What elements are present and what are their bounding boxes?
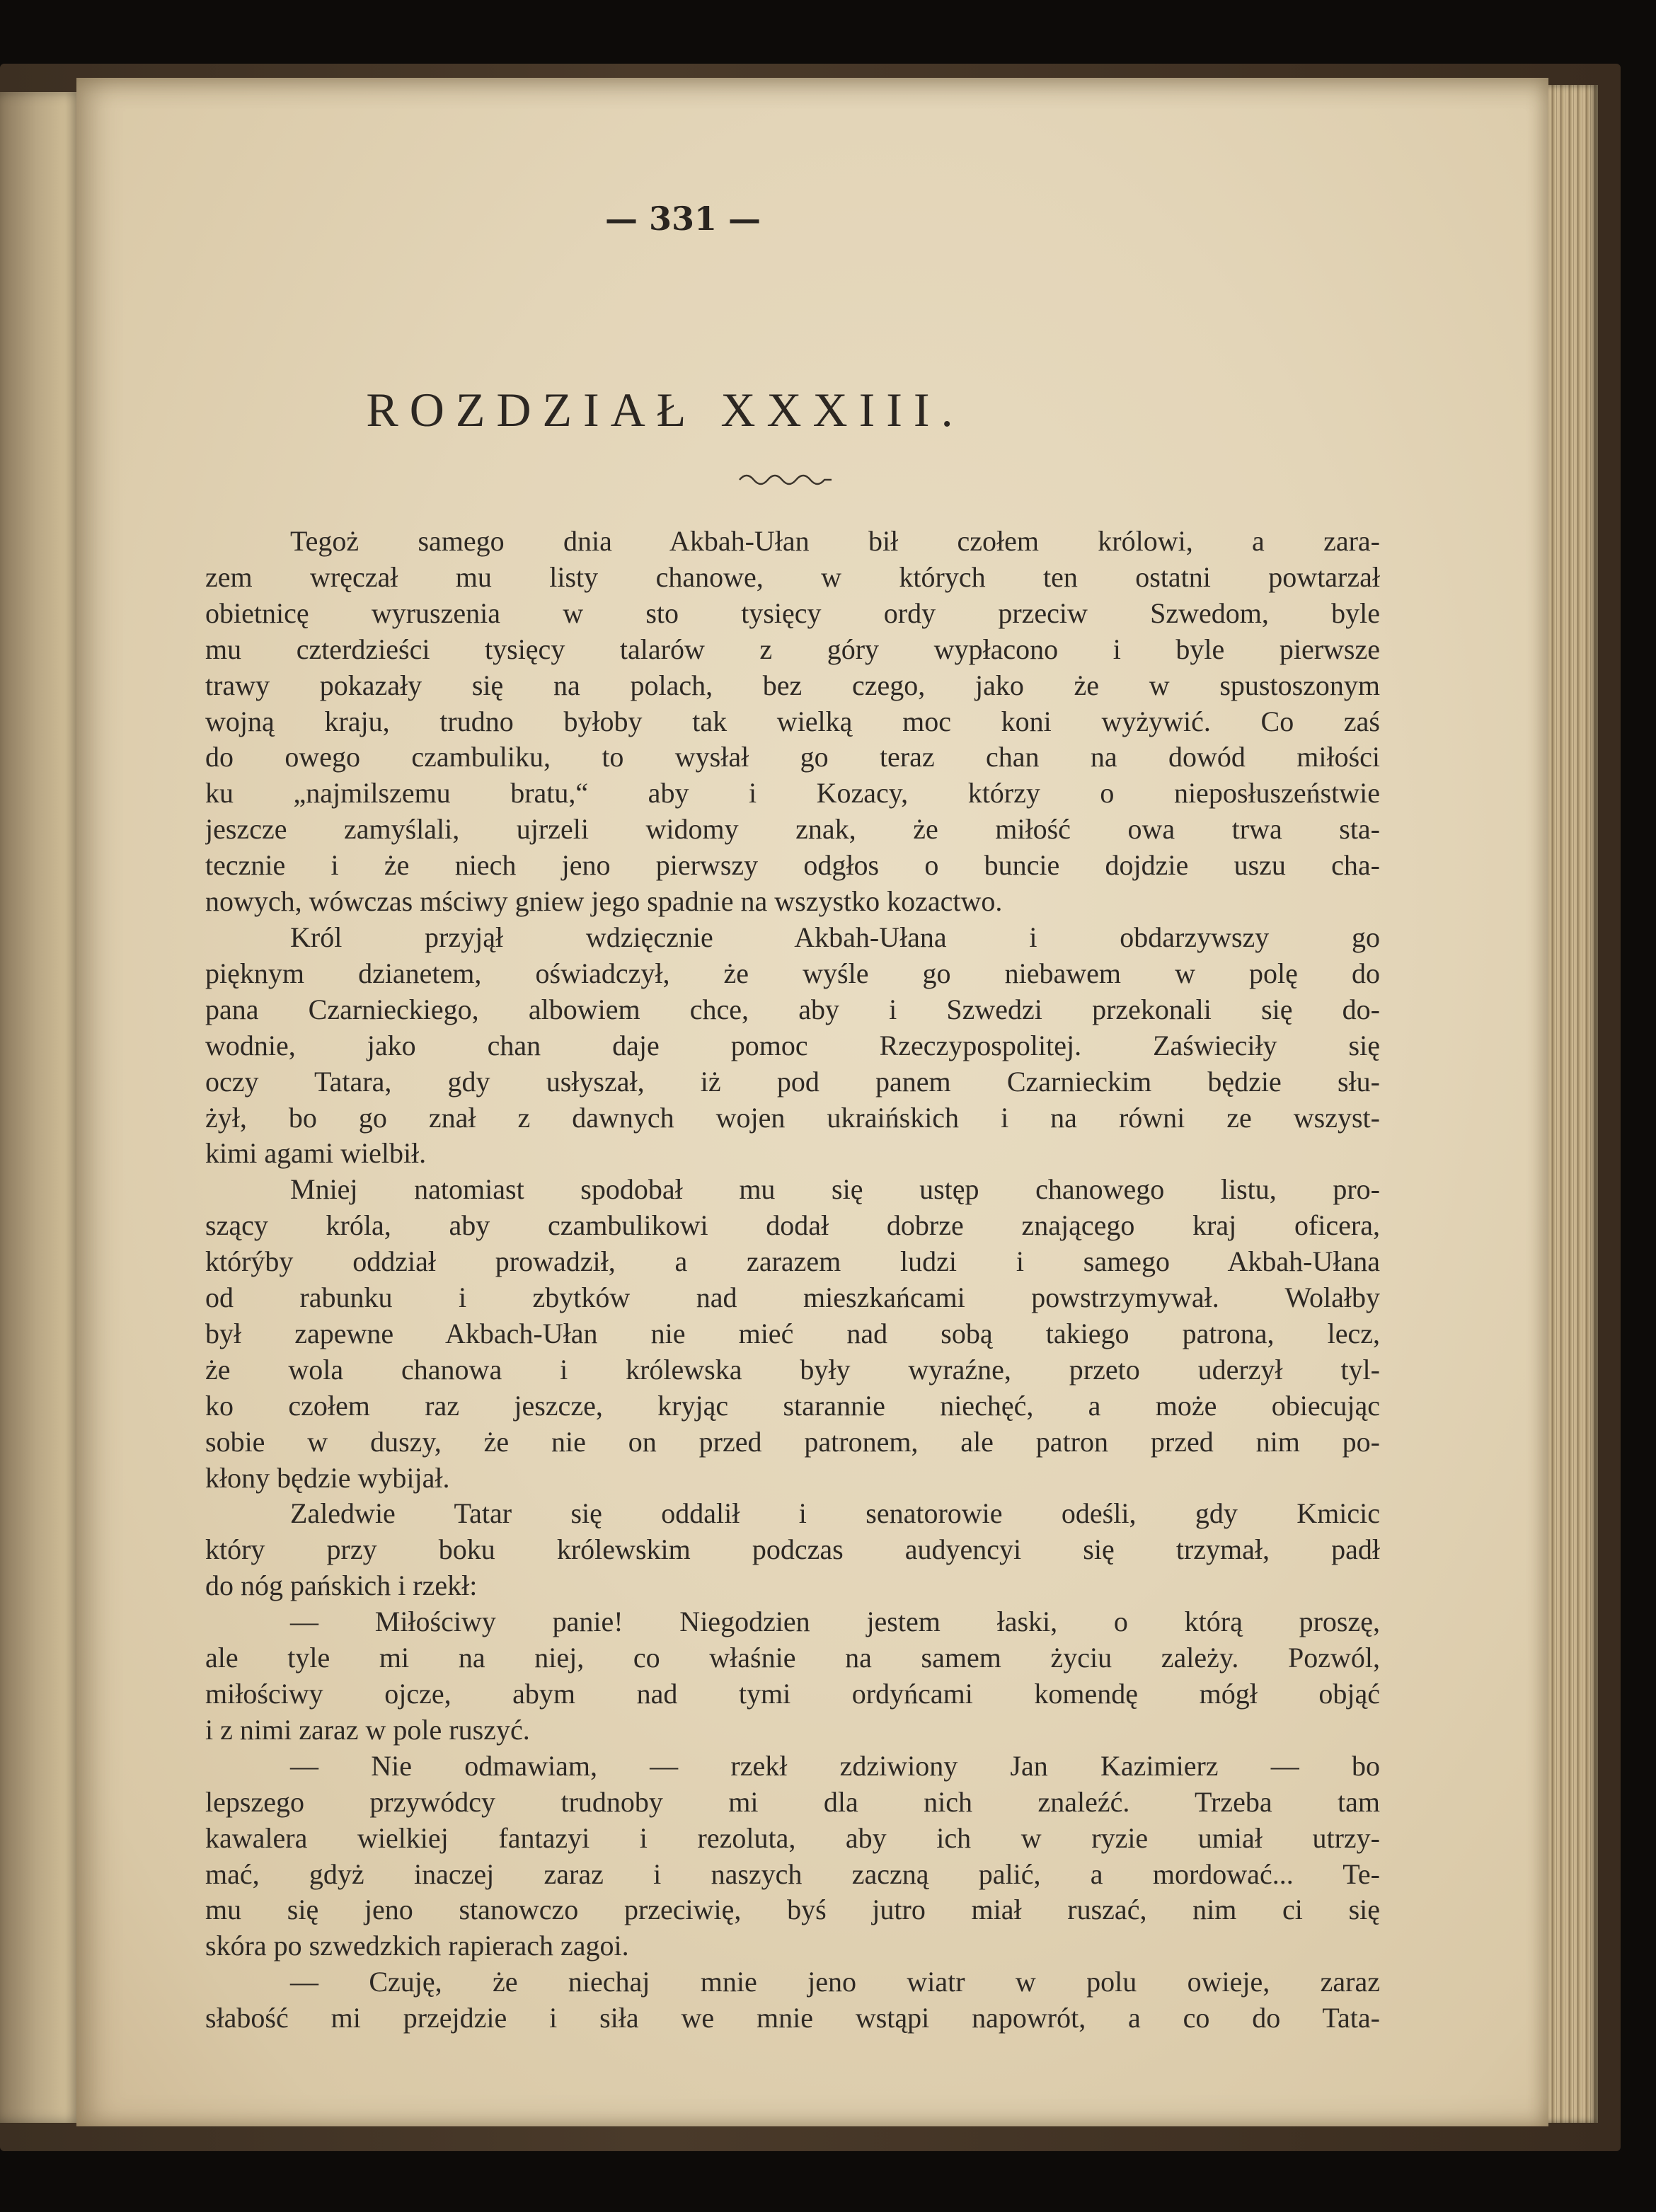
text-line: trawy pokazały się na polach, bez czego, jako że w spustoszonym [205, 669, 1380, 701]
text-line: Zaledwie Tatar się oddalił i senatorowie odeśli, gdy Kmicic [290, 1497, 1380, 1530]
text-line: wodnie, jako chan daje pomoc Rzeczypospolitej. Zaświeciły się [205, 1029, 1380, 1061]
text-line: pana Czarnieckiego, albowiem chce, aby i Szwedzi przekonali się do- [205, 993, 1380, 1025]
text-line: miłościwy ojcze, abym nad tymi ordyńcami komendę mógł objąć [205, 1678, 1380, 1710]
wavy-ornament [736, 467, 835, 488]
text-line: nowych, wówczas mściwy gniew jego spadnie na wszystko kozactwo. [205, 885, 1003, 918]
chapter-title: ROZDZIAŁ XXXIII. [366, 383, 965, 437]
text-line: kłony będzie wybijał. [205, 1461, 450, 1494]
text-line: mać, gdyż inaczej zaraz i naszych zaczną palić, a mordować... Te- [205, 1857, 1380, 1890]
text-line: do nóg pańskich i rzekł: [205, 1569, 478, 1602]
text-line: wojną kraju, trudno byłoby tak wielką moc koni wyżywić. Co zaś [205, 705, 1380, 737]
text-line: sobie w duszy, że nie on przed patronem, ale patron przed nim po- [205, 1425, 1380, 1458]
text-line: Mniej natomiast spodobał mu się ustęp chanowego listu, pro- [290, 1173, 1380, 1206]
text-line: mu się jeno stanowczo przeciwię, byś jutro miał ruszać, nim ci się [205, 1894, 1380, 1926]
text-line: którýby oddział prowadził, a zarazem ludzi i samego Akbah-Ułana [205, 1245, 1380, 1278]
text-line: jeszcze zamyślali, ujrzeli widomy znak, że miłość owa trwa sta- [205, 813, 1380, 846]
text-line: zem wręczał mu listy chanowe, w których ten ostatni powtarzał [205, 560, 1380, 593]
text-line: ale tyle mi na niej, co właśnie na samem życiu zależy. Pozwól, [205, 1642, 1380, 1674]
text-line: — Miłościwy panie! Niegodzien jestem łaski, o którą proszę, [290, 1606, 1380, 1638]
text-line: mu czterdzieści tysięcy talarów z góry wypłacono i byle pierwsze [205, 633, 1380, 665]
text-line: tecznie i że niech jeno pierwszy odgłos o buncie dojdzie uszu cha- [205, 849, 1380, 882]
text-line: skóra po szwedzkich rapierach zagoi. [205, 1930, 629, 1962]
text-line: ko czołem raz jeszcze, kryjąc starannie niechęć, a może obiecując [205, 1389, 1380, 1422]
text-line: obietnicę wyruszenia w sto tysięcy ordy przeciw Szwedom, byle [205, 597, 1380, 629]
text-line: ku „najmilszemu bratu,“ aby i Kozacy, którzy o nieposłuszeństwie [205, 777, 1380, 810]
text-line: Tegoż samego dnia Akbah-Ułan bił czołem królowi, a zara- [290, 525, 1380, 557]
text-line: że wola chanowa i królewska były wyraźne, przeto uderzył tyl- [205, 1353, 1380, 1386]
text-line: był zapewne Akbach-Ułan nie mieć nad sobą takiego patrona, lecz, [205, 1317, 1380, 1349]
chapter-text [205, 524, 1380, 2037]
page-number: — 331 — [604, 200, 761, 238]
text-line: kimi agami wielbił. [205, 1137, 427, 1170]
text-line: od rabunku i zbytków nad mieszkańcami powstrzymywał. Wolałby [205, 1281, 1380, 1314]
text-line: Król przyjął wdzięcznie Akbah-Ułana i obdarzywszy go [290, 921, 1380, 953]
text-line: — Nie odmawiam, — rzekł zdziwiony Jan Kazimierz — bo [290, 1749, 1380, 1782]
text-line: słabość mi przejdzie i siła we mnie wstąpi napowrót, a co do Tata- [205, 2002, 1380, 2034]
text-line: który przy boku królewskim podczas audyencyi się trzymał, padł [205, 1533, 1380, 1566]
text-line: szący króla, aby czambulikowi dodał dobrze znającego kraj oficera, [205, 1209, 1380, 1242]
text-line: i z nimi zaraz w pole ruszyć. [205, 1713, 530, 1746]
text-line: lepszego przywódcy trudnoby mi dla nich znaleźć. Trzeba tam [205, 1785, 1380, 1818]
text-line: do owego czambuliku, to wysłał go teraz chan na dowód miłości [205, 741, 1380, 773]
page-stack-edge [1548, 85, 1598, 2123]
text-line: kawalera wielkiej fantazyi i rezoluta, aby ich w ryzie umiał utrzy- [205, 1821, 1380, 1854]
text-line: pięknym dzianetem, oświadczył, że wyśle go niebawem w polę do [205, 957, 1380, 989]
text-line: żył, bo go znał z dawnych wojen ukraińskich i na równi ze wszyst- [205, 1101, 1380, 1134]
text-line: oczy Tatara, gdy usłyszał, iż pod panem Czarnieckim będzie słu- [205, 1065, 1380, 1098]
text-line: — Czuję, że niechaj mnie jeno wiatr w polu owieje, zaraz [290, 1966, 1380, 1998]
